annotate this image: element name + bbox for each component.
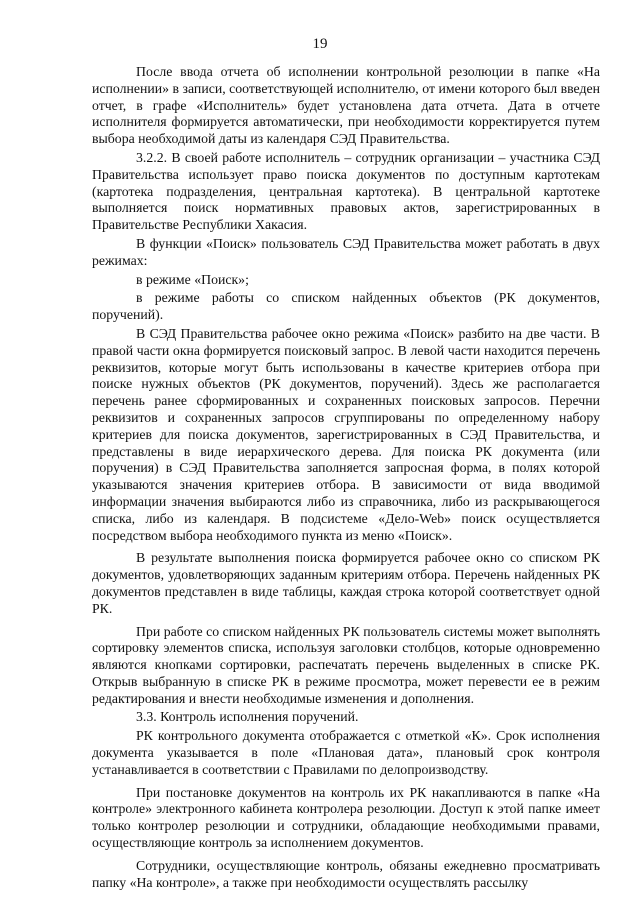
paragraph-search-rights: 3.2.2. В своей работе исполнитель – сотрудник организации – участника СЭД Правительства использует право поиска документов по доступным картотекам (картотека подразделения, центральная картотека). В центральной картотеке выполняется поиск нормативных правовых актов, зарегистрированных в Правительстве Республики Хакасия. xyxy=(92,149,600,233)
paragraph-results-sorting: При работе со списком найденных РК пользователь системы может выполнять сортировку элементов списка, используя заголовки столбцов, которые одновременно являются кнопками сортировки, распечатать перечень выделенных в списке РК. Открыв выбранную в списке РК в режиме просмотра, может перевести ее в режим редактирования и внести необходимые изменения и дополнения. xyxy=(92,623,600,706)
paragraph-control-mark: РК контрольного документа отображается с отметкой «К». Срок исполнения документа указывается в поле «Плановая дата», плановый срок контроля устанавливается в соответствии с Правилами по делопроизводству. xyxy=(92,728,600,777)
paragraph-search-window: В СЭД Правительства рабочее окно режима «Поиск» разбито на две части. В правой части окна формируется поисковый запрос. В левой части находится перечень реквизитов, которые могут быть использованы в качестве критериев отбора при поиске нужных объектов (РК документов, поручений). Здесь же располагается перечень ранее сформированных и сохраненных поисковых запросов. Перечни реквизитов и сохраненных запросов сгруппированы по определенному набору критериев для поиска документов, зарегистрированных в СЭД Правительства, и представлены в виде иерархического дерева. Для поиска РК документа (или поручения) в СЭД Правительства заполняется запросная форма, в полях которой указываются значения критериев отбора. В зависимости от вида вводимой информации значения выбираются либо из справочника, либо из раскрывающегося списка, либо из календаря. В подсистеме «Дело-Web» поиск осуществляется посредством выбора необходимого пункта из меню «Поиск». xyxy=(92,325,600,543)
page-body xyxy=(92,64,600,891)
paragraph-search-results: В результате выполнения поиска формируется рабочее окно со списком РК документов, удовлетворяющих заданным критериям отбора. Перечень найденных РК документов представлен в виде таблицы, каждая строка которой соответствует одной РК. xyxy=(92,550,600,616)
page-number: 19 xyxy=(312,36,328,52)
paragraph-control-folder: При постановке документов на контроль их РК накапливаются в папке «На контроле» электронного кабинета контролера резолюции. Доступ к этой папке имеет только контролер резолюции и сотрудники, обладающие необходимыми правами, осуществляющие контроль за исполнением документов. xyxy=(92,784,600,851)
section-heading-control: 3.3. Контроль исполнения поручений. xyxy=(136,709,359,725)
list-item-results-mode: в режиме работы со списком найденных объектов (РК документов, поручений). xyxy=(92,290,600,323)
paragraph-daily-review: Сотрудники, осуществляющие контроль, обязаны ежедневно просматривать папку «На контроле», а также при необходимости осуществлять рассылку xyxy=(92,857,600,890)
list-item-search-mode: в режиме «Поиск»; xyxy=(136,271,249,287)
paragraph-report-entry: После ввода отчета об исполнении контрольной резолюции в папке «На исполнении» в записи, соответствующей исполнителю, от имени которого был введен отчет, в графе «Исполнитель» будет установлена дата отчета. Дата в отчете исполнителя формируется автоматически, при необходимости корректируется путем выбора необходимой даты из календаря СЭД Правительства. xyxy=(92,64,600,147)
paragraph-search-modes-intro: В функции «Поиск» пользователь СЭД Правительства может работать в двух режимах: xyxy=(92,235,600,268)
